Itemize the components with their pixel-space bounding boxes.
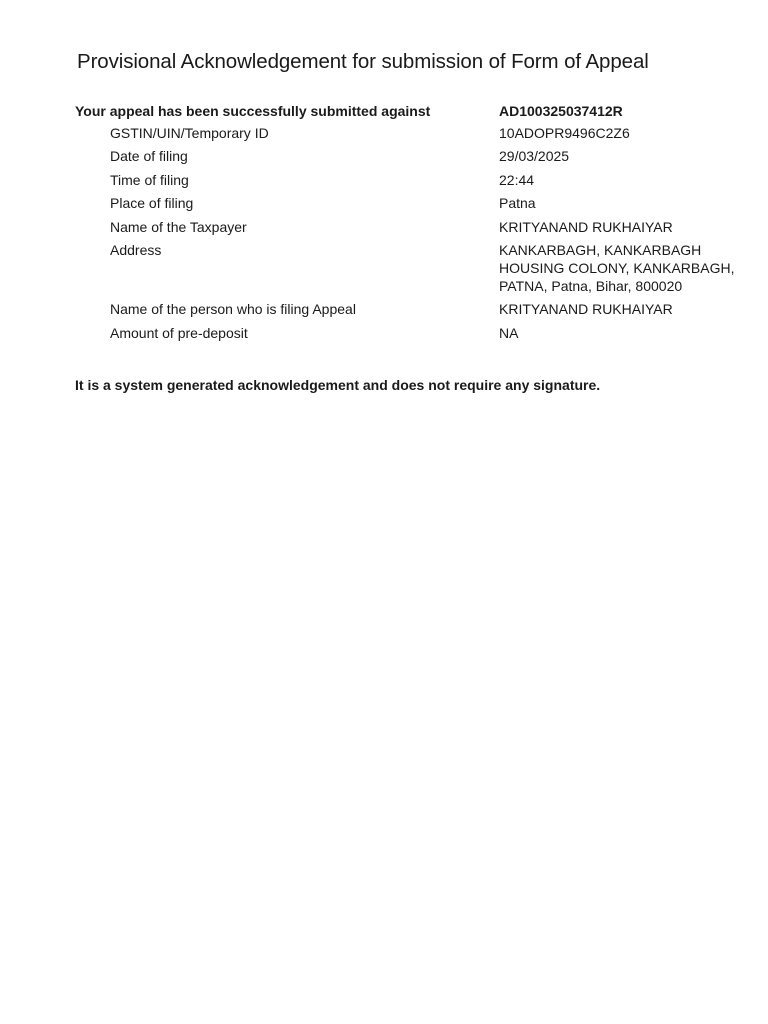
detail-row-place-of-filing <box>110 194 750 212</box>
detail-row-time-of-filing <box>110 171 750 189</box>
system-generated-note: It is a system generated acknowledgement and does not require any signature. <box>75 377 601 393</box>
time-of-filing-value: 22:44 <box>499 171 535 188</box>
details-table <box>110 124 750 347</box>
detail-row-pre-deposit <box>110 324 750 342</box>
detail-row-taxpayer-name <box>110 218 750 236</box>
detail-row-address <box>110 241 750 295</box>
appeal-reference-number: AD100325037412R <box>499 103 623 119</box>
gstin-label: GSTIN/UIN/Temporary ID <box>110 125 269 141</box>
place-of-filing-label: Place of filing <box>110 195 194 212</box>
submission-row <box>75 103 755 121</box>
gstin-value: 10ADOPR9496C2Z6 <box>499 125 630 141</box>
page-title: Provisional Acknowledgement for submission of Form of Appeal <box>77 50 649 73</box>
detail-row-gstin <box>110 124 750 142</box>
pre-deposit-label: Amount of pre-deposit <box>110 324 248 341</box>
filer-name-value: KRITYANAND RUKHAIYAR <box>499 301 673 318</box>
taxpayer-name-value: KRITYANAND RUKHAIYAR <box>499 218 673 235</box>
taxpayer-name-label: Name of the Taxpayer <box>110 218 247 235</box>
filer-name-label: Name of the person who is filing Appeal <box>110 301 356 318</box>
pre-deposit-value: NA <box>499 324 519 341</box>
time-of-filing-label: Time of filing <box>110 171 189 188</box>
place-of-filing-value: Patna <box>499 195 536 212</box>
address-value: KANKARBAGH, KANKARBAGH HOUSING COLONY, KANKARBAGH, PATNA, Patna, Bihar, 800020 <box>499 241 735 294</box>
detail-row-date-of-filing <box>110 147 750 165</box>
date-of-filing-value: 29/03/2025 <box>499 148 570 165</box>
address-label: Address <box>110 241 162 258</box>
date-of-filing-label: Date of filing <box>110 148 188 165</box>
detail-row-filer-name <box>110 300 750 318</box>
submission-label: Your appeal has been successfully submitted against <box>75 103 431 119</box>
